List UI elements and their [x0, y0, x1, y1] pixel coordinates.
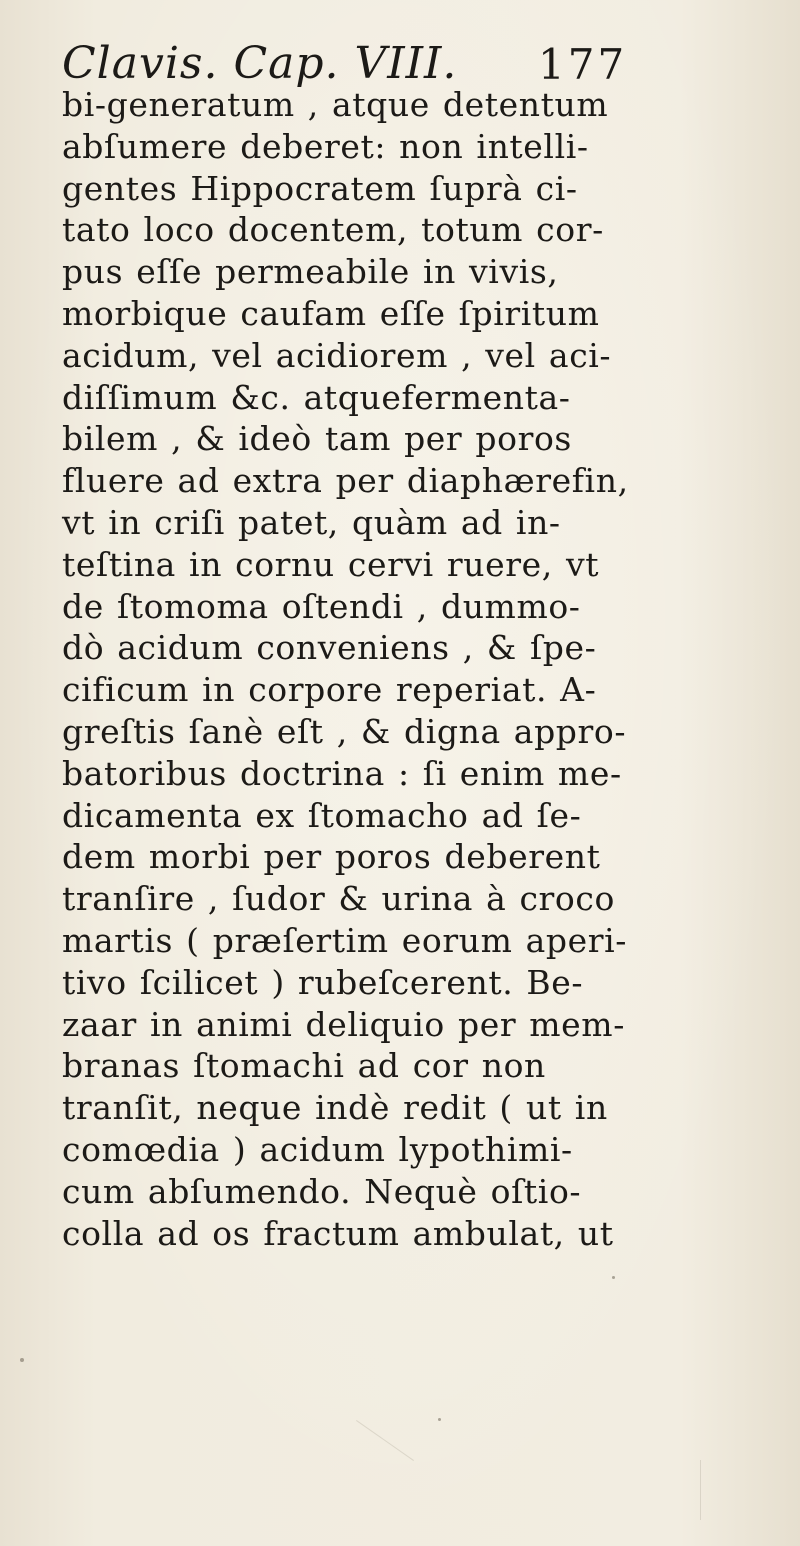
text-line: colla ad os fractum ambulat, ut — [62, 1213, 614, 1253]
text-line: de ſtomoma oſtendi , dummo- — [62, 586, 581, 626]
page-number: 177 — [538, 40, 628, 89]
text-line: greſtis ſanè eſt , & digna appro- — [62, 711, 627, 751]
running-head-title: Clavis. Cap. VIII. — [62, 38, 458, 89]
text-line: bi-generatum , atque detentum — [62, 85, 609, 124]
paper-speck — [20, 1358, 24, 1362]
text-line: zaar in animi deliquio per mem- — [62, 1004, 625, 1044]
text-line: pus eſſe permeabile in vivis, — [62, 252, 559, 292]
paper-crease — [700, 1460, 701, 1520]
text-line: cum abſumendo. Nequè oſtio- — [62, 1171, 582, 1211]
text-line: bilem , & ideò tam per poros — [62, 419, 572, 459]
text-line: tranſit, neque indè redit ( ut in — [62, 1088, 608, 1128]
text-line: fluere ad extra per diaphærefin, — [62, 461, 629, 501]
text-line: cificum in corpore reperiat. A- — [62, 670, 597, 710]
text-line: vt in criſi patet, quàm ad in- — [62, 502, 561, 542]
text-line: gentes Hippocratem ſuprà ci- — [62, 168, 578, 208]
text-line: teſtina in cornu cervi ruere, vt — [62, 544, 600, 584]
text-line: dem morbi per poros deberent — [62, 837, 601, 877]
text-line: martis ( præſertim eorum aperi- — [62, 920, 627, 960]
text-line: batoribus doctrina : ſi enim me- — [62, 753, 622, 793]
text-line: tato loco docentem, totum cor- — [62, 210, 604, 250]
text-line: morbique caufam eſſe ſpiritum — [62, 293, 600, 333]
paper-crease — [356, 1420, 414, 1461]
text-line: acidum, vel acidiorem , vel aci- — [62, 335, 612, 375]
text-line: branas ſtomachi ad cor non — [62, 1046, 546, 1086]
text-line: dò acidum conveniens , & ſpe- — [62, 628, 597, 668]
text-line: abſumere deberet: non intelli- — [62, 126, 589, 166]
text-line: tranſire , ſudor & urina à croco — [62, 879, 615, 919]
text-line: comœdia ) acidum lypothimi- — [62, 1129, 573, 1169]
text-line: tivo ſcilicet ) rubeſcerent. Be- — [62, 962, 584, 1002]
paper-speck — [438, 1418, 441, 1421]
paper-speck — [612, 1276, 615, 1279]
text-line: diſſimum &c. atquefermenta- — [62, 377, 571, 417]
body-text — [62, 84, 742, 1254]
text-line: dicamenta ex ſtomacho ad ſe- — [62, 795, 582, 835]
